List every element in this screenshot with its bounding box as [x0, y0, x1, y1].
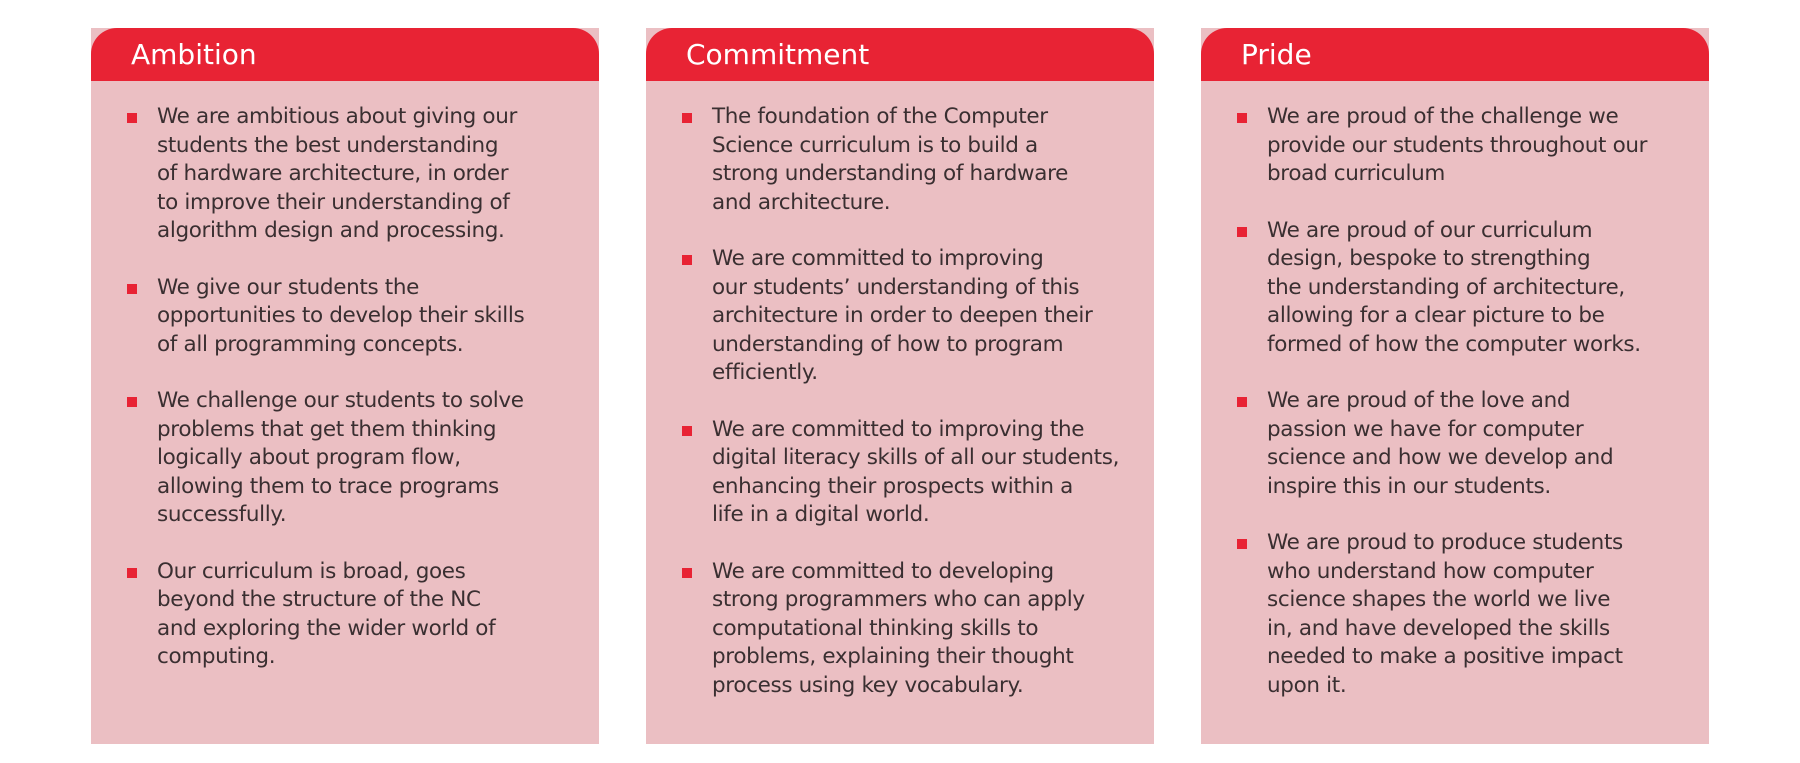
list-item — [127, 103, 577, 246]
list-item — [682, 245, 1132, 388]
bullet-text-line: allowing for a clear picture to be — [1267, 303, 1605, 328]
bullet-text-line: understanding of how to program — [712, 331, 1064, 357]
bullet-list — [91, 81, 599, 672]
list-item — [682, 416, 1132, 530]
bullet-text-line: We are ambitious about giving our — [157, 104, 517, 129]
bullet-text-line: We are committed to developing — [712, 558, 1054, 584]
bullet-text-line: We give our students the — [157, 274, 420, 300]
square-bullet-icon — [1237, 227, 1247, 237]
bullet-list — [646, 81, 1154, 700]
bullet-text-line: enhancing their prospects within a — [712, 473, 1073, 499]
bullet-text-line: We are proud of the challenge we — [1267, 104, 1619, 129]
list-item — [1237, 103, 1687, 189]
bullet-text-line: students the best understanding — [157, 132, 499, 158]
bullet-text-line: science shapes the world we live — [1267, 587, 1611, 612]
list-item — [127, 387, 577, 530]
bullet-text-line: successfully. — [157, 502, 287, 527]
bullet-text-line: allowing them to trace programs — [157, 473, 499, 499]
square-bullet-icon — [1237, 539, 1247, 549]
bullet-text-line: of all programming concepts. — [157, 331, 464, 357]
square-bullet-icon — [127, 284, 137, 294]
bullet-text-line: computational thinking skills to — [712, 615, 1039, 641]
bullet-text-line: We are committed to improving — [712, 246, 1044, 271]
square-bullet-icon — [682, 568, 692, 578]
bullet-text-line: digital literacy skills of all our students, — [712, 445, 1120, 470]
bullet-text-line: efficiently. — [712, 360, 818, 385]
bullet-text-line: science and how we develop and — [1267, 445, 1614, 470]
bullet-text-line: broad curriculum — [1267, 161, 1445, 186]
bullet-text-line: We are proud of the love and — [1267, 388, 1571, 413]
bullet-text-line: of hardware architecture, in order — [157, 161, 509, 186]
bullet-text-line: passion we have for computer — [1267, 416, 1584, 442]
bullet-text-line: inspire this in our students. — [1267, 473, 1551, 499]
list-item — [1237, 529, 1687, 700]
bullet-text-line: our students’ understanding of this — [712, 274, 1080, 300]
bullet-text-line: and exploring the wider world of — [157, 615, 496, 641]
bullet-text-line: algorithm design and processing. — [157, 218, 505, 243]
square-bullet-icon — [682, 255, 692, 265]
bullet-text-line: strong understanding of hardware — [712, 161, 1069, 186]
card-ambition — [91, 28, 599, 744]
card-title: Commitment — [646, 28, 1154, 81]
square-bullet-icon — [682, 426, 692, 436]
list-item — [127, 274, 577, 360]
bullet-text-line: and architecture. — [712, 189, 891, 215]
bullet-text-line: logically about program flow, — [157, 445, 461, 470]
bullet-text-line: beyond the structure of the NC — [157, 587, 481, 612]
bullet-text-line: problems that get them thinking — [157, 416, 497, 442]
square-bullet-icon — [127, 397, 137, 407]
card-title: Ambition — [91, 28, 599, 81]
list-item — [682, 103, 1132, 217]
square-bullet-icon — [127, 113, 137, 123]
bullet-text-line: We are committed to improving the — [712, 416, 1085, 442]
bullet-text-line: formed of how the computer works. — [1267, 331, 1641, 357]
bullet-text-line: to improve their understanding of — [157, 189, 510, 215]
bullet-text-line: process using key vocabulary. — [712, 672, 1024, 698]
bullet-text-line: life in a digital world. — [712, 502, 930, 527]
list-item — [682, 558, 1132, 701]
bullet-text-line: in, and have developed the skills — [1267, 615, 1610, 641]
bullet-text-line: architecture in order to deepen their — [712, 303, 1093, 328]
list-item — [127, 558, 577, 672]
bullet-list — [1201, 81, 1709, 700]
bullet-text-line: provide our students throughout our — [1267, 132, 1648, 158]
bullet-text-line: The foundation of the Computer — [712, 104, 1048, 129]
bullet-text-line: We challenge our students to solve — [157, 388, 524, 413]
list-item — [1237, 217, 1687, 360]
list-item — [1237, 387, 1687, 501]
bullet-text-line: the understanding of architecture, — [1267, 274, 1625, 300]
square-bullet-icon — [127, 568, 137, 578]
bullet-text-line: strong programmers who can apply — [712, 587, 1085, 612]
bullet-text-line: Our curriculum is broad, goes — [157, 558, 466, 584]
bullet-text-line: opportunities to develop their skills — [157, 303, 525, 328]
bullet-text-line: needed to make a positive impact — [1267, 644, 1623, 669]
bullet-text-line: computing. — [157, 644, 276, 669]
card-commitment — [646, 28, 1154, 744]
bullet-text-line: We are proud of our curriculum — [1267, 217, 1593, 243]
square-bullet-icon — [682, 113, 692, 123]
square-bullet-icon — [1237, 113, 1247, 123]
square-bullet-icon — [1237, 397, 1247, 407]
bullet-text-line: design, bespoke to strengthing — [1267, 246, 1591, 271]
card-title: Pride — [1201, 28, 1709, 81]
bullet-text-line: upon it. — [1267, 672, 1347, 698]
card-pride — [1201, 28, 1709, 744]
bullet-text-line: who understand how computer — [1267, 558, 1594, 584]
bullet-text-line: We are proud to produce students — [1267, 530, 1623, 555]
bullet-text-line: problems, explaining their thought — [712, 644, 1074, 669]
bullet-text-line: Science curriculum is to build a — [712, 132, 1038, 158]
